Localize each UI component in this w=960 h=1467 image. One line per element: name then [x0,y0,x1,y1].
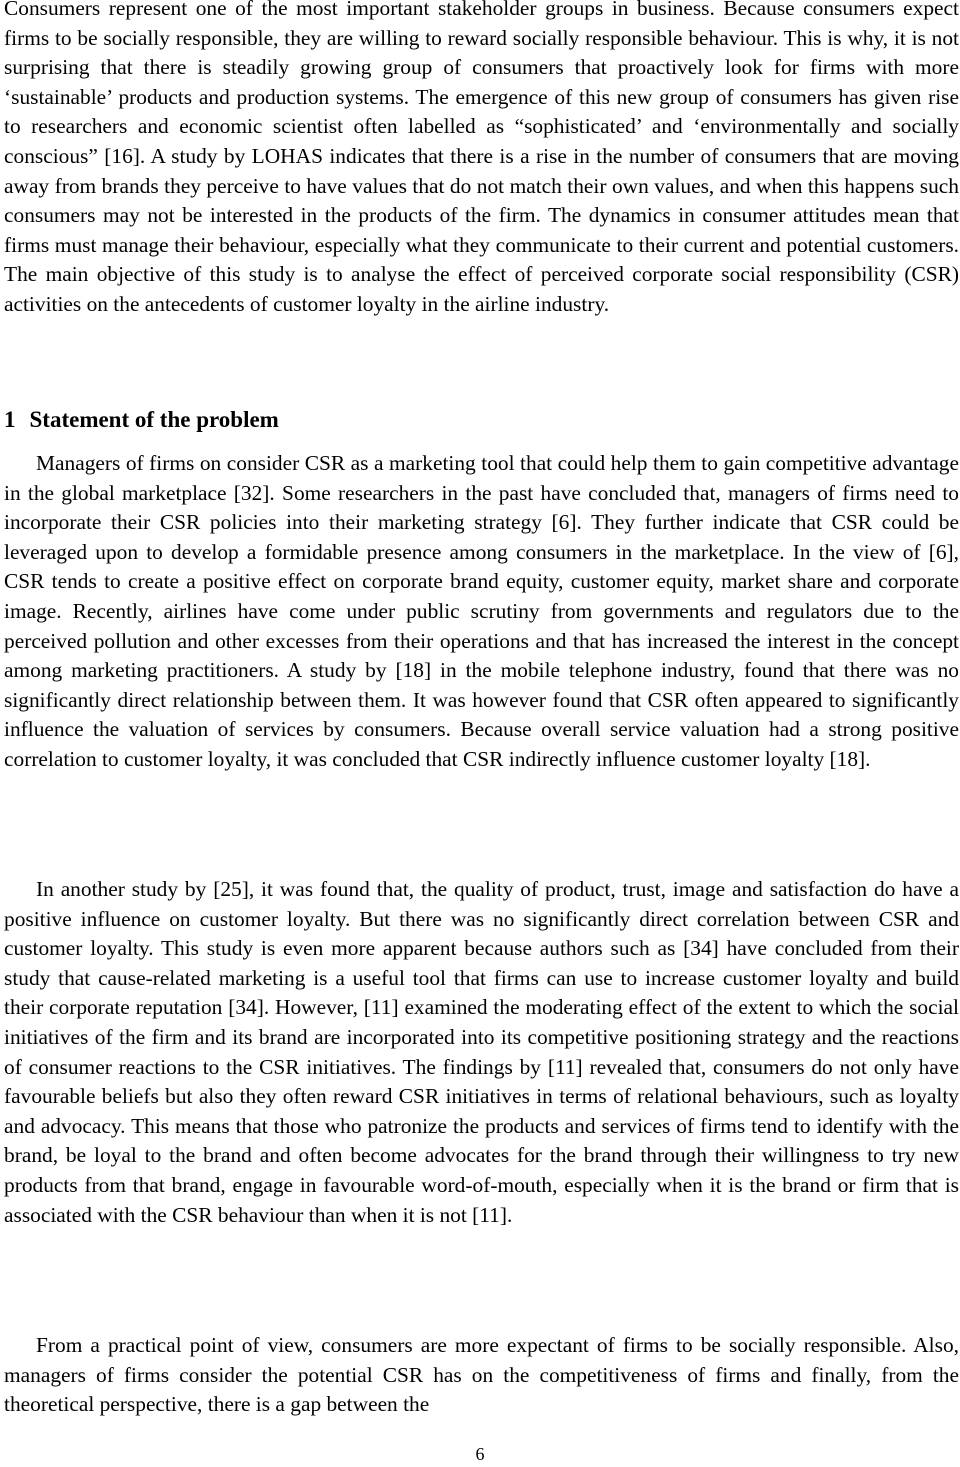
section-number: 1 [4,407,16,432]
body-paragraph-problem-1: Managers of firms on consider CSR as a marketing tool that could help them to gain competitive advantage in the global marketplace [32]. Some researchers in the past have concluded that, managers of firms need to incorporate their CSR policies into their marketing strategy [6]. They further indicate that CSR could be leveraged upon to develop a formidable presence among consumers in the marketplace. In the view of [6], CSR tends to create a positive effect on corporate brand equity, customer equity, market share and corporate image. Recently, airlines have come under public scrutiny from governments and regulators due to the perceived pollution and other excesses from their operations and that has increased the interest in the concept among marketing practitioners. A study by [18] in the mobile telephone industry, found that there was no significantly direct relationship between them. It was however found that CSR often appeared to significantly influence the valuation of services by consumers. Because overall service valuation had a strong positive correlation to customer loyalty, it was concluded that CSR indirectly influence customer loyalty [18]. [4,451,959,771]
body-paragraph-problem-2: In another study by [25], it was found that, the quality of product, trust, image and satisfaction do have a positive influence on customer loyalty. But there was no significantly direct correlation between CSR and customer loyalty. This study is even more apparent because authors such as [34] have concluded from their study that cause-related marketing is a useful tool that firms can use to increase customer loyalty and build their corporate reputation [34]. However, [11] examined the moderating effect of the extent to which the social initiatives of the firm and its brand are incorporated into its competitive positioning strategy and the reactions of consumer reactions to the CSR initiatives. The findings by [11] revealed that, consumers do not only have favourable beliefs but also they often reward CSR initiatives in terms of relational behaviours, such as loyalty and advocacy. This means that those who patronize the products and services of firms tend to identify with the brand, be loyal to the brand and often become advocates for the brand through their willingness to try new products from that brand, engage in favourable word-of-mouth, especially when it is the brand or firm that is associated with the CSR behaviour than when it is not [11]. [4,877,959,1227]
body-paragraph-problem-3: From a practical point of view, consumers are more expectant of firms to be socially responsible. Also, managers of firms consider the potential CSR has on the competitiveness of firms and finally, from the theoretical perspective, there is a gap between the [4,1333,959,1417]
body-paragraph-intro: Consumers represent one of the most important stakeholder groups in business. Because consumers expect firms to be socially responsible, they are willing to reward socially responsible behaviour. This is why, it is not surprising that there is steadily growing group of consumers that proactively look for firms with more ‘sustainable’ products and production systems. The emergence of this new group of consumers has given rise to researchers and economic scientist often labelled as “sophisticated’ and ‘environmentally and socially conscious” [16]. A study by LOHAS indicates that there is a rise in the number of consumers that are moving away from brands they perceive to have values that do not match their own values, and when this happens such consumers may not be interested in the products of the firm. The dynamics in consumer attitudes mean that firms must manage their behaviour, especially what they communicate to their current and potential customers. The main objective of this study is to analyse the effect of perceived corporate social responsibility (CSR) activities on the antecedents of customer loyalty in the airline industry. [4,0,959,316]
section-heading [4,404,279,436]
section-title: Statement of the problem [29,407,279,432]
page-number: 6 [475,1444,485,1464]
